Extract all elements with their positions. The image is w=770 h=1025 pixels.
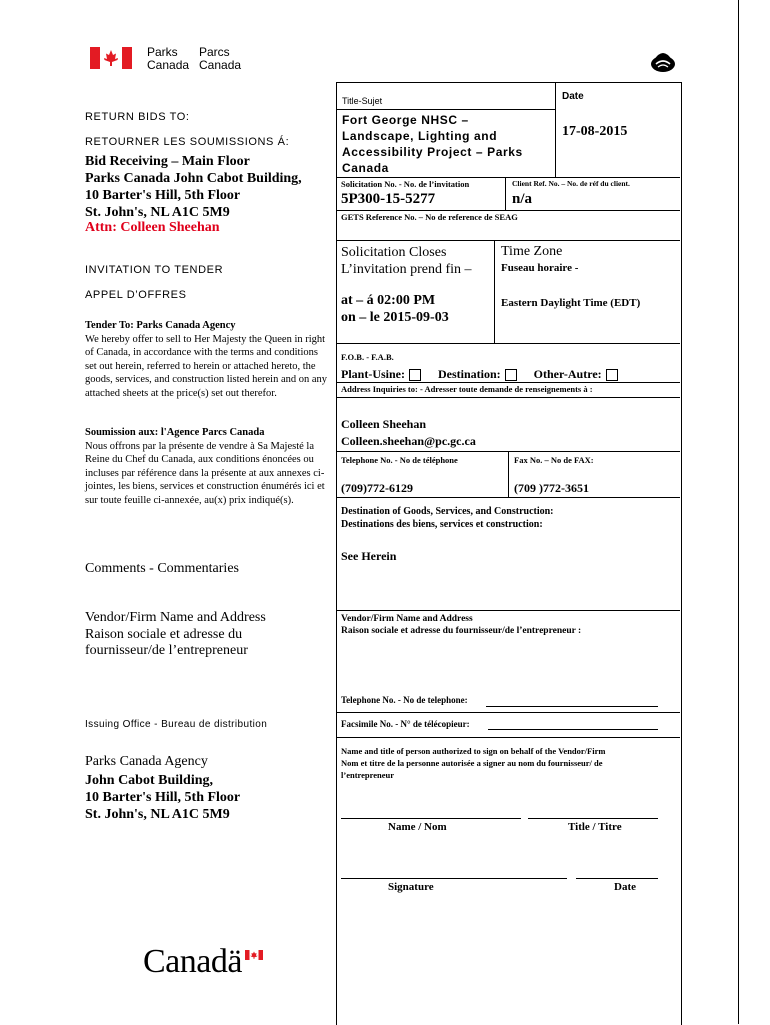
row-rule-3 [336,240,680,241]
issuing-agency: Parks Canada Agency [85,754,208,769]
wordmark-fr: Parcs Canada [199,45,242,72]
title-label-rule [336,109,556,110]
phone-value: (709)772-6129 [341,481,413,495]
canada-flag-icon [90,47,132,69]
row-rule-6 [336,397,680,398]
title-date-divider [555,82,556,178]
inquiries-label: Address Inquiries to: - Adresser toute demande de renseignements à : [341,384,593,394]
timezone-sublabel: Fuseau horaire - [501,262,579,274]
return-address: Bid Receiving – Main Floor Parks Canada John Cabot Building, 10 Barter's Hill, 5th Floor St. John's, NL A1C 5M9 [85,154,302,220]
attn-contact: Attn: Colleen Sheehan [85,220,220,235]
row-rule-9 [336,610,680,611]
invitation-to-tender: INVITATION TO TENDER [85,264,224,276]
contact-name: Colleen Sheehan [341,417,427,431]
row-rule-10 [336,712,680,713]
title-line[interactable] [528,818,658,819]
row-rule-2 [336,210,680,211]
appel-offres: APPEL D’OFFRES [85,289,187,301]
name-label: Name / Nom [388,821,447,833]
vendor-phone-line[interactable] [486,706,658,707]
vendor-phone-label: Telephone No. - No de telephone: [341,695,468,705]
page-edge [738,0,739,1024]
wordmark-en: Parks Canada [147,45,190,72]
destination-option-label: Destination: [438,367,501,381]
solicitation-number: 5P300-15-5277 [341,191,436,207]
return-bids-fr: RETOURNER LES SOUMISSIONS Á: [85,136,290,148]
closes-label: Solicitation Closes L’invitation prend fin – [341,245,472,277]
phone-fax-divider [508,451,509,498]
issuing-address: John Cabot Building, 10 Barter's Hill, 5th Floor St. John's, NL A1C 5M9 [85,773,241,822]
row-rule-4 [336,343,680,344]
plant-option-label: Plant-Usine: [341,367,405,381]
sig-date-line[interactable] [576,878,658,879]
gets-label: GETS Reference No. – No de reference de SEAG [341,212,518,222]
solicitation-label: Solicitation No. - No. de l’invitation [341,179,470,189]
closing-time: at – á 02:00 PM on – le 2015-09-03 [341,293,449,325]
soumission-title: Soumission aux: l'Agence Parcs Canada [85,427,265,438]
title-label: Title-Sujet [342,96,383,106]
row-rule-8 [336,497,680,498]
sig-date-label: Date [614,881,636,893]
issuing-office-label: Issuing Office - Bureau de distribution [85,719,268,730]
signature-label: Signature [388,881,434,893]
authorized-label: Name and title of person authorized to sign on behalf of the Vendor/Firm Nom et titre de la personne autorisée a signer au nom du fournisseur/ de l’entrepreneur [341,746,606,780]
tender-to-title: Tender To: Parks Canada Agency [85,320,236,331]
other-option-label: Other-Autre: [533,367,602,381]
date-label: Date [562,91,584,102]
fax-label: Fax No. – No de FAX: [514,455,594,465]
tender-to-body: We hereby offer to sell to Her Majesty the Queen in right of Canada, in accordance with the terms and conditions set out herein, referred to herein or attached hereto, the goods, services, and construction listed herein and on any attached sheets at the price(s) set out therefor. [85,334,328,399]
fob-label: F.O.B. - F.A.B. [341,352,394,362]
beaver-emblem-icon [646,44,680,78]
wordmark-flag-icon [245,947,263,957]
client-ref-number: n/a [512,191,533,207]
vendor-fax-line[interactable] [488,729,658,730]
project-title: Fort George NHSC – Landscape, Lighting and Accessibility Project – Parks Canada [342,113,523,175]
fob-options [341,367,618,382]
destination-checkbox[interactable] [505,369,517,381]
plant-checkbox[interactable] [409,369,421,381]
client-ref-label: Client Ref. No. – No. de réf du client. [512,179,630,188]
issue-date: 17-08-2015 [562,124,628,139]
canada-wordmark: Canadä [143,943,242,980]
vendor-label-right: Vendor/Firm Name and Address Raison sociale et adresse du fournisseur/de l’entrepreneur : [341,614,582,636]
vendor-fax-label: Facsimile No. - N° de télécopieur: [341,719,470,729]
destination-goods-value: See Herein [341,549,397,563]
sol-client-divider [505,177,506,211]
contact-email: Colleen.sheehan@pc.gc.ca [341,434,476,448]
return-bids-en: RETURN BIDS TO: [85,111,190,123]
other-checkbox[interactable] [606,369,618,381]
comments-label: Comments - Commentaries [85,561,239,576]
timezone-label: Time Zone [501,244,563,259]
closing-divider [494,240,495,344]
signature-line[interactable] [341,878,567,879]
soumission-body: Nous offrons par la présente de vendre à Sa Majesté la Reine du Chef du Canada, aux conditions énoncées ou incluses par référence dans la présente at aux annexes ci-jointes, les biens, services et construction énumérés ici et sur toute feuille ci-annexée, au(x) prix indiqué(s). [85,441,325,506]
row-rule-11 [336,737,680,738]
name-line[interactable] [341,818,521,819]
phone-label: Telephone No. - No de téléphone [341,455,458,465]
timezone-value: Eastern Daylight Time (EDT) [501,297,641,309]
row-rule-5 [336,382,680,383]
fax-value: (709 )772-3651 [514,481,589,495]
destination-goods-label: Destination of Goods, Services, and Construction: Destinations des biens, services et construction: [341,506,554,530]
title-sig-label: Title / Titre [568,821,622,833]
row-rule-1 [336,177,680,178]
vendor-label-left: Vendor/Firm Name and Address Raison sociale et adresse du fournisseur/de l’entrepreneur [85,610,266,658]
